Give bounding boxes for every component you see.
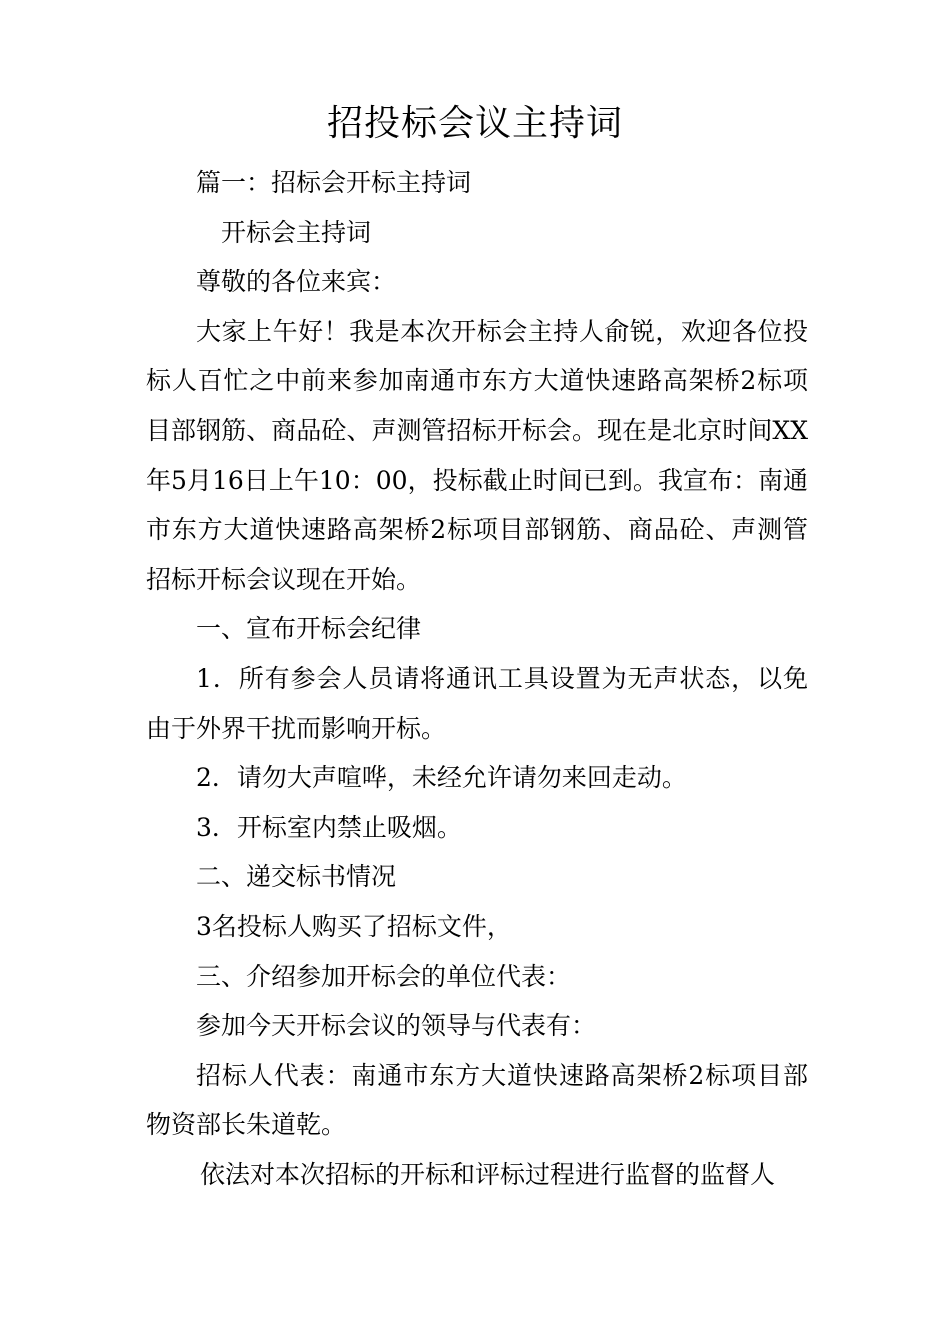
document-title: 招投标会议主持词 xyxy=(326,103,623,144)
paragraph-bidders: 3名投标人购买了招标文件， xyxy=(196,911,512,941)
paragraph-supervisor: 依法对本次招标的开标和评标过程进行监督的监督人 xyxy=(200,1159,776,1189)
paragraph-rule-3: 3．开标室内禁止吸烟。 xyxy=(196,812,462,842)
paragraph-tenderer-rep: 招标人代表：南通市东方大道快速路高架桥2标项目部物资部长朱道乾。 xyxy=(146,1060,808,1140)
paragraph-opening: 大家上午好！我是本次开标会主持人俞锐，欢迎各位投标人百忙之中前来参加南通市东方大道快速路高架桥2标项目部钢筋、商品砼、声测管招标开标会。现在是北京时间XX年5月16日上午10：00，投标截止时间已到。我宣布：南通市东方大道快速路高架桥2标项目部钢筋、商品砼、声测管招标开标会议现在开始。 xyxy=(146,316,808,594)
paragraph-heading-representatives: 三、介绍参加开标会的单位代表： xyxy=(196,961,572,991)
paragraph-heading-bids: 二、递交标书情况 xyxy=(196,862,397,892)
paragraph-salutation: 尊敬的各位来宾： xyxy=(196,267,397,297)
paragraph-heading-discipline: 一、宣布开标会纪律 xyxy=(196,614,422,644)
paragraph-attendees: 参加今天开标会议的领导与代表有： xyxy=(196,1011,597,1041)
document-body xyxy=(146,158,808,1199)
paragraph-section-heading: 篇一：招标会开标主持词 xyxy=(196,168,472,197)
paragraph-rule-1: 1．所有参会人员请将通讯工具设置为无声状态，以免由于外界干扰而影响开标。 xyxy=(146,663,808,743)
paragraph-rule-2: 2．请勿大声喧哗，未经允许请勿来回走动。 xyxy=(196,763,687,793)
paragraph-subtitle: 开标会主持词 xyxy=(221,217,372,247)
